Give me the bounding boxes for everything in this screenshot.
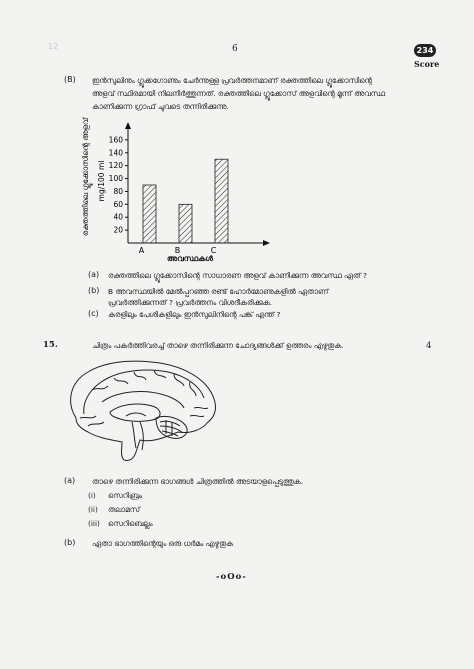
chart-bar-c <box>215 159 228 243</box>
brain-diagram <box>62 356 222 466</box>
question-15-marks: 4 <box>426 341 432 351</box>
chart-y-tick-label: 140 <box>108 148 123 158</box>
brain-part-name: സെറിബ്രം <box>108 491 143 500</box>
brain-part-label: (i) <box>88 491 96 500</box>
sub-question-label: (a) <box>88 270 100 279</box>
chart-yunit: mg/100 ml <box>97 160 106 202</box>
question-15-part-b-label: (b) <box>64 538 76 547</box>
score-badge: 234 <box>414 44 436 57</box>
chart-x-tick-label: C <box>210 246 217 255</box>
chart-y-tick-label: 40 <box>113 212 123 222</box>
chart-bar-a <box>143 185 156 243</box>
chart-xlabel: അവസ്ഥകൾ <box>167 254 213 263</box>
sub-question-text: കരളിലും പേശികളിലും ഇൻസുലിനിന്റെ പങ്ക് എന്ത് ? <box>108 310 281 319</box>
chart-x-axis-arrow <box>263 240 270 246</box>
brain-part-label: (ii) <box>88 505 98 514</box>
chart-y-tick-label: 120 <box>108 161 123 171</box>
chart-y-tick-label: 160 <box>108 135 123 145</box>
section-b-intro-line1: ഇൻസുലിനും ഗ്ലൂക്കഗോണും ചേർന്നുള്ള പ്രവർത്തനമാണ് രക്തത്തിലെ ഗ്ലൂക്കോസിന്റെ <box>92 76 372 85</box>
brain-part-name: സെറിബെല്ലം <box>108 519 153 528</box>
chart-y-axis-arrow <box>125 122 131 129</box>
chart-y-tick-label: 20 <box>113 225 123 235</box>
chart-y-tick-label: 60 <box>113 199 123 209</box>
chart-y-tick-label: 80 <box>113 186 123 196</box>
brain-part-name: തലാമസ് <box>108 505 140 514</box>
section-b-intro-line2: അളവ് സ്ഥിരമായി നിലനിർത്തുന്നത്. രക്തത്തിലെ ഗ്ലൂക്കോസ് അളവിന്റെ മൂന്ന് അവസ്ഥ <box>92 89 385 98</box>
page-stamp: 12 <box>47 42 59 51</box>
question-15-part-b-text: ഏതാ ഭാഗത്തിന്റെയും ഒരു ധർമം എഴുതുക <box>92 539 234 548</box>
sub-question-label: (b) <box>88 286 100 295</box>
question-15-part-a-text: താഴെ തന്നിരിക്കുന്ന ഭാഗങ്ങൾ ചിത്രത്തിൽ അടയാളപ്പെടുത്തുക. <box>92 477 304 486</box>
sub-question-text: രക്തത്തിലെ ഗ്ലൂക്കോസിന്റെ സാധാരണ അളവ് കാണിക്കുന്ന അവസ്ഥ ഏത് ? <box>108 271 367 280</box>
question-15-part-a-label: (a) <box>64 476 76 485</box>
sub-question-label: (c) <box>88 309 99 318</box>
chart-y-tick-label: 100 <box>108 174 123 184</box>
chart-x-tick-label: B <box>174 246 181 255</box>
section-b-label: (B) <box>64 75 76 84</box>
score-label: Score <box>414 59 440 69</box>
end-of-paper-mark: -oOo- <box>216 572 247 582</box>
sub-question-text: B അവസ്ഥയിൽ മേൽപ്പറഞ്ഞ രണ്ട് ഹോർമോണുകളിൽ ഏതാണ് <box>108 287 329 296</box>
chart-x-tick-label: A <box>138 246 145 255</box>
page-number: 6 <box>232 44 238 54</box>
chart-bar-b <box>179 204 192 243</box>
question-15-number: 15. <box>43 340 58 350</box>
chart-ylabel: രക്തത്തിലെ ഗ്ലൂക്കോസിന്റെ അളവ് <box>81 117 90 237</box>
brain-part-label: (iii) <box>88 519 100 528</box>
sub-question-text-line2: പ്രവർത്തിക്കുന്നത് ? പ്രവർത്തനം വിശദീകരിക്കുക. <box>108 298 272 307</box>
glucose-bar-chart <box>80 115 280 265</box>
section-b-intro-line3: കാണിക്കുന്ന ഗ്രാഫ് ചുവടെ തന്നിരിക്കുന്നു. <box>92 102 229 111</box>
question-15-text: ചിത്രം പകർത്തിവരച്ച് താഴെ തന്നിരിക്കുന്ന ചോദ്യങ്ങൾക്ക് ഉത്തരം എഴുതുക. <box>92 341 344 350</box>
